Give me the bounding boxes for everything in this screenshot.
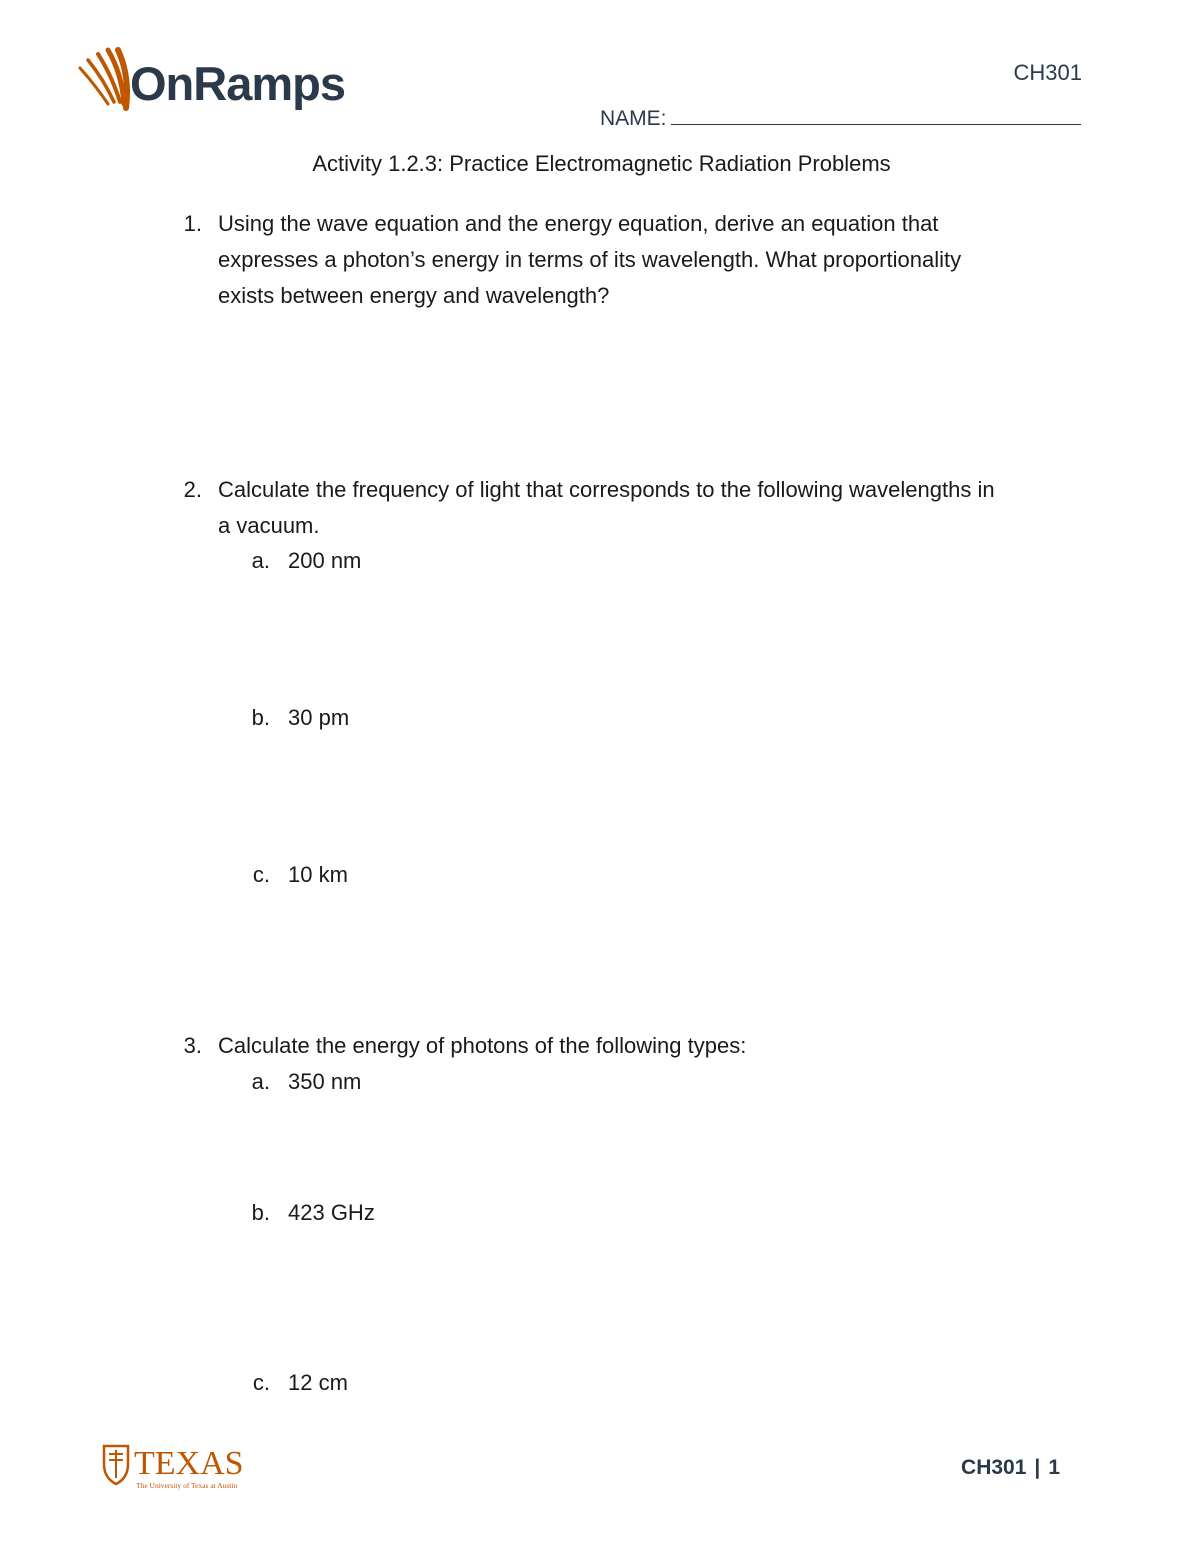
footer-separator: | bbox=[1034, 1456, 1041, 1479]
question-2a-letter: a. bbox=[251, 548, 270, 573]
footer-page-label bbox=[920, 1456, 1060, 1480]
name-blank-line[interactable] bbox=[671, 104, 1081, 125]
name-label: NAME: bbox=[600, 107, 667, 130]
question-2-text bbox=[218, 472, 1078, 544]
footer-course: CH301 bbox=[961, 1456, 1027, 1479]
question-2b-text: 30 pm bbox=[288, 705, 350, 730]
question-2b-letter: b. bbox=[251, 705, 270, 730]
question-3-line-1: Calculate the energy of photons of the following types: bbox=[218, 1033, 747, 1058]
question-2-line-1: Calculate the frequency of light that corresponds to the following wavelengths in bbox=[218, 477, 995, 502]
question-3-number: 3. bbox=[183, 1033, 202, 1058]
brand-name: OnRamps bbox=[130, 57, 345, 110]
question-1-line-3: exists between energy and wavelength? bbox=[218, 283, 610, 308]
question-3c-text: 12 cm bbox=[288, 1370, 348, 1395]
question-3b-text: 423 GHz bbox=[288, 1200, 375, 1225]
course-code: CH301 bbox=[1013, 60, 1082, 85]
question-2-line-2: a vacuum. bbox=[218, 513, 320, 538]
texas-subtitle: The University of Texas at Austin bbox=[136, 1481, 238, 1490]
question-1-text bbox=[218, 206, 1078, 314]
question-3b-letter: b. bbox=[251, 1200, 270, 1225]
question-3-text bbox=[218, 1028, 1078, 1064]
question-1-line-2: expresses a photon’s energy in terms of its wavelength. What proportionality bbox=[218, 247, 962, 272]
texas-university-logo bbox=[100, 1440, 260, 1492]
footer-page-number: 1 bbox=[1048, 1456, 1060, 1479]
question-2-number: 2. bbox=[183, 477, 202, 502]
question-3a-text: 350 nm bbox=[288, 1069, 362, 1094]
question-1-number: 1. bbox=[183, 211, 202, 236]
name-field[interactable] bbox=[600, 104, 1081, 131]
question-1-line-1: Using the wave equation and the energy equation, derive an equation that bbox=[218, 211, 939, 236]
page-title: Activity 1.2.3: Practice Electromagnetic Radiation Problems bbox=[312, 151, 891, 176]
question-3a-letter: a. bbox=[251, 1069, 270, 1094]
question-2a-text: 200 nm bbox=[288, 548, 362, 573]
texas-wordmark: TEXAS bbox=[134, 1445, 244, 1482]
question-2c-letter: c. bbox=[252, 862, 270, 887]
question-2c-text: 10 km bbox=[288, 862, 348, 887]
question-3c-letter: c. bbox=[252, 1370, 270, 1395]
